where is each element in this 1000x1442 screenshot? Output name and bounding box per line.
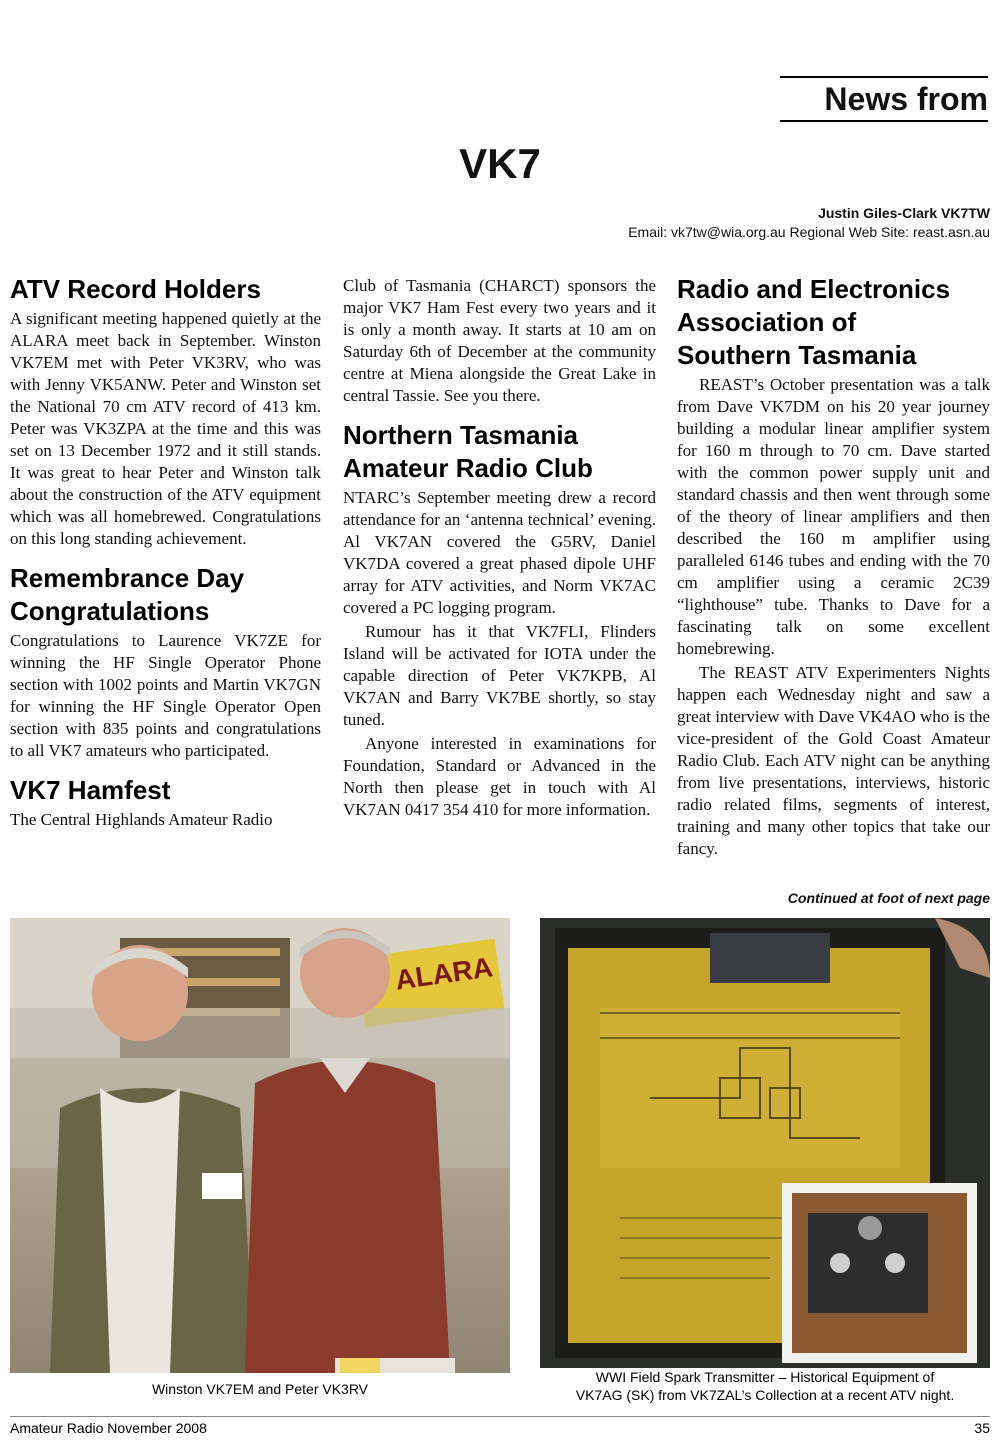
- heading-ntarc: [343, 419, 656, 485]
- photo-caption-left: Winston VK7EM and Peter VK3RV: [151, 1381, 369, 1397]
- atv-paragraph: A significant meeting happened quietly at the ALARA meet back in September. Winston VK7EM met with Peter VK3RV, who was with Jenny VK5ANW. Peter and Winston set the National 70 cm ATV record of 413 km. Peter was VK3ZPA at the time and this was set on 13 December 1972 and it still stands. It was great to hear Peter and Winston talk about the construction of the ATV equipment which was all homebrewed. Congratulations on this long standing achievement.: [10, 309, 321, 548]
- heading-reast: [677, 273, 990, 372]
- heading-vk7-hamfest: VK7 Hamfest: [10, 775, 171, 805]
- page-title: VK7: [459, 140, 541, 187]
- ntarc-paragraph-1: NTARC’s September meeting drew a record attendance for an ‘antenna technical’ evening. Al VK7AN covered the G5RV, Daniel VK7DA covered a great phased dipole UHF array for ATV activities, and Norm VK7AC covered a PC logging program.: [343, 488, 656, 617]
- photo-caption-right: [540, 1368, 990, 1404]
- contact-line: Email: vk7tw@wia.org.au Regional Web Site: reast.asn.au: [628, 224, 990, 240]
- column-1: [10, 273, 321, 833]
- heading-line: Northern Tasmania: [343, 420, 579, 450]
- continued-note: Continued at foot of next page: [787, 890, 990, 906]
- banner-top-rule: [780, 76, 988, 78]
- remembrance-paragraph: Congratulations to Laurence VK7ZE for winning the HF Single Operator Phone section with 1002 points and Martin VK7GN for winning the HF Single Operator Open section with 835 points and congratulations to all VK7 amateurs who participated.: [10, 631, 321, 760]
- reast-paragraph-2: The REAST ATV Experimenters Nights happen each Wednesday night and saw a great interview with Dave VK4AO who is the vice-president of the Gold Coast Amateur Radio Club. Each ATV night can be anything from live presentations, interviews, historic radio related films, segments of interest, training and many other topics that take our fancy.: [677, 663, 990, 858]
- footer-rule: [10, 1416, 990, 1417]
- photo-winston-and-peter: [10, 918, 510, 1373]
- column-2: [343, 275, 656, 823]
- caption-line: WWI Field Spark Transmitter – Historical Equipment of: [595, 1369, 935, 1385]
- photo-spark-transmitter: [540, 918, 990, 1368]
- banner-bottom-rule: [780, 120, 988, 122]
- caption-line: VK7AG (SK) from VK7ZAL’s Collection at a recent ATV night.: [575, 1387, 955, 1403]
- alara-banner-text: ALARA: [393, 951, 495, 996]
- ntarc-paragraph-2: Rumour has it that VK7FLI, Flinders Island will be activated for IOTA under the capable direction of Peter VK7KPB, Al VK7AN and Barry VK7BE shortly, so stay tuned.: [343, 622, 656, 729]
- heading-remembrance-day: [10, 562, 321, 628]
- heading-atv-record-holders: ATV Record Holders: [10, 274, 261, 304]
- heading-line: Congratulations: [10, 596, 210, 626]
- column-3: [677, 273, 990, 862]
- hamfest-paragraph-continued: Club of Tasmania (CHARCT) sponsors the major VK7 Ham Fest every two years and it is only a month away. It starts at 10 am on Saturday 6th of December at the community centre at Miena alongside the Great Lake in central Tassie. See you there.: [343, 276, 656, 405]
- hamfest-paragraph-start: The Central Highlands Amateur Radio: [10, 810, 273, 829]
- footer-page-number: 35: [974, 1420, 990, 1436]
- author-byline: Justin Giles-Clark VK7TW: [818, 205, 990, 221]
- transmitter-scene: [540, 918, 990, 1368]
- ntarc-paragraph-3: Anyone interested in examinations for Foundation, Standard or Advanced in the North then please get in touch with Al VK7AN 0417 354 410 for more information.: [343, 734, 656, 819]
- footer-publication: Amateur Radio November 2008: [10, 1420, 207, 1436]
- banner-title: News from: [824, 81, 988, 117]
- reast-paragraph-1: REAST’s October presentation was a talk from Dave VK7DM on his 20 year journey building a modular linear amplifier system for 160 m through to 70 cm. Dave started with the common power supply unit and standard chassis and then went through some of the theory of linear amplifiers and then described the 160 m amplifier using paralleled 6146 tubes and ending with the 70 cm amplifier using a ceramic 2C39 “lighthouse” tube. Thanks to Dave for a fascinating talk on some excellent homebrewing.: [677, 375, 990, 658]
- heading-line: Southern Tasmania: [677, 340, 917, 370]
- heading-line: Amateur Radio Club: [343, 453, 593, 483]
- heading-line: Association of: [677, 307, 857, 337]
- heading-line: Radio and Electronics: [677, 274, 951, 304]
- heading-line: Remembrance Day: [10, 563, 245, 593]
